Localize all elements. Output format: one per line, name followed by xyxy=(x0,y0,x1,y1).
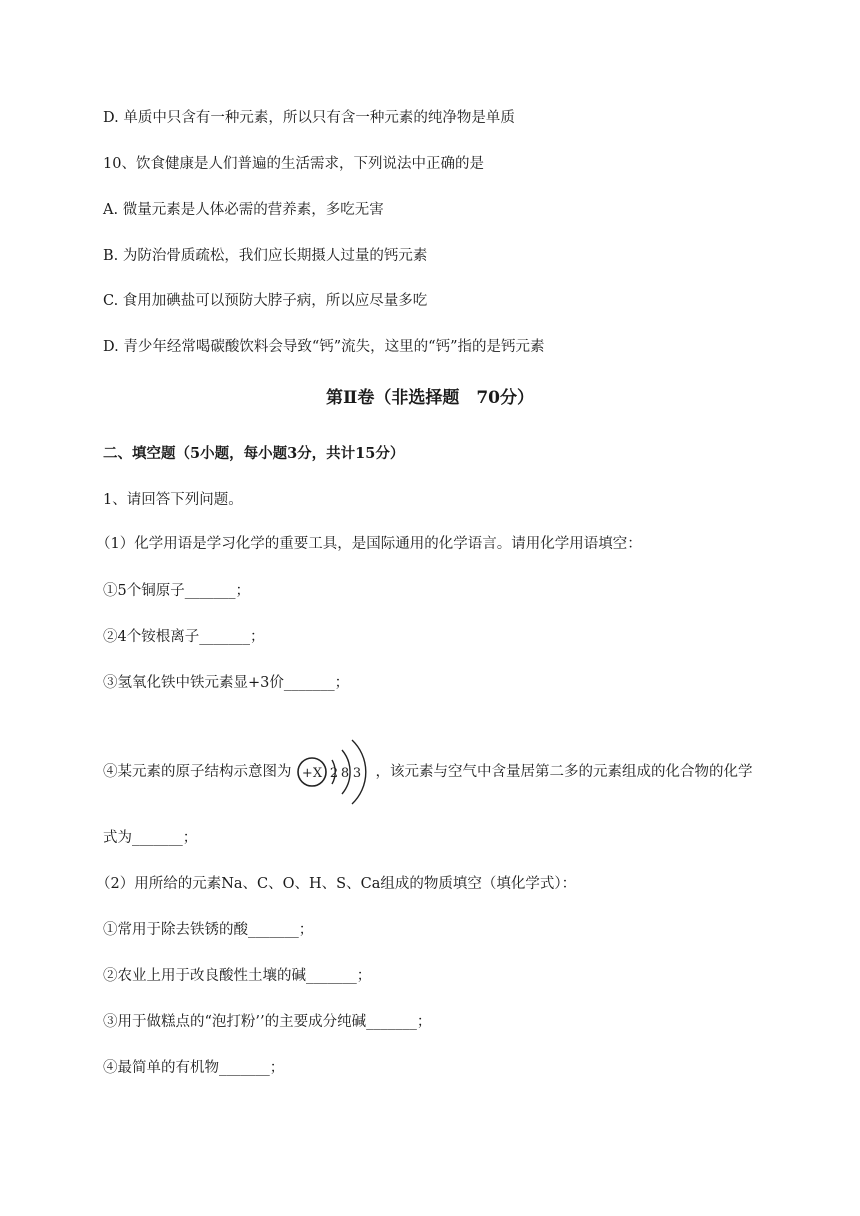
q10-option-d: D. 青少年经常喝碳酸饮料会导致“钙”流失，这里的“钙”指的是钙元素 xyxy=(103,339,545,355)
q1-sub1-intro: （1）化学用语是学习化学的重要工具，是国际通用的化学语言。请用化学用语填空： xyxy=(96,536,642,552)
shell-electrons-2: 8 xyxy=(340,766,349,781)
q1-sub2-intro: （2）用所给的元素Na、C、O、H、S、Ca组成的物质填空（填化学式）： xyxy=(96,876,577,892)
q1-sub1-item4 xyxy=(103,722,753,822)
q10-option-b: B. 为防治骨质疏松，我们应长期摄人过量的钙元素 xyxy=(103,248,428,264)
q9-option-d: D. 单质中只含有一种元素，所以只有含一种元素的纯净物是单质 xyxy=(103,110,515,126)
atom-structure-diagram xyxy=(294,732,374,812)
q1-sub1-item1: ①5个铜原子_______； xyxy=(103,583,250,599)
q1-sub2-item3: ③用于做糕点的“泡打粉’’的主要成分纯碱_______； xyxy=(103,1014,432,1030)
shell-electrons-1: 2 xyxy=(329,766,338,781)
q10-stem: 10、饮食健康是人们普遍的生活需求，下列说法中正确的是 xyxy=(103,156,484,172)
section2-title: 二、填空题（5小题，每小题3分，共计15分） xyxy=(103,445,405,462)
q1-sub2-item4: ④最简单的有机物_______； xyxy=(103,1060,285,1076)
q1-sub2-item2: ②农业上用于改良酸性土壤的碱_______； xyxy=(103,968,372,984)
q1-stem: 1、请回答下列问题。 xyxy=(103,492,243,508)
q1-item4-suffix: ，该元素与空气中含量居第二多的元素组成的化合物的化学 xyxy=(375,764,753,780)
part2-heading: 第Ⅱ卷（非选择题 70分） xyxy=(326,388,534,408)
q10-option-c: C. 食用加碘盐可以预防大脖子病，所以应尽量多吃 xyxy=(103,293,428,309)
q1-item4-prefix: ④某元素的原子结构示意图为 xyxy=(103,764,292,780)
q1-sub1-item2: ②4个铵根离子_______； xyxy=(103,629,265,645)
q1-item4-continuation: 式为_______； xyxy=(103,830,198,846)
q1-sub2-item1: ①常用于除去铁锈的酸_______； xyxy=(103,922,314,938)
nucleus-charge: +X xyxy=(301,766,322,781)
shell-electrons-3: 3 xyxy=(352,766,361,781)
q1-sub1-item3: ③氢氧化铁中铁元素显+3价_______； xyxy=(103,675,350,691)
q10-option-a: A. 微量元素是人体必需的营养素，多吃无害 xyxy=(103,202,384,218)
